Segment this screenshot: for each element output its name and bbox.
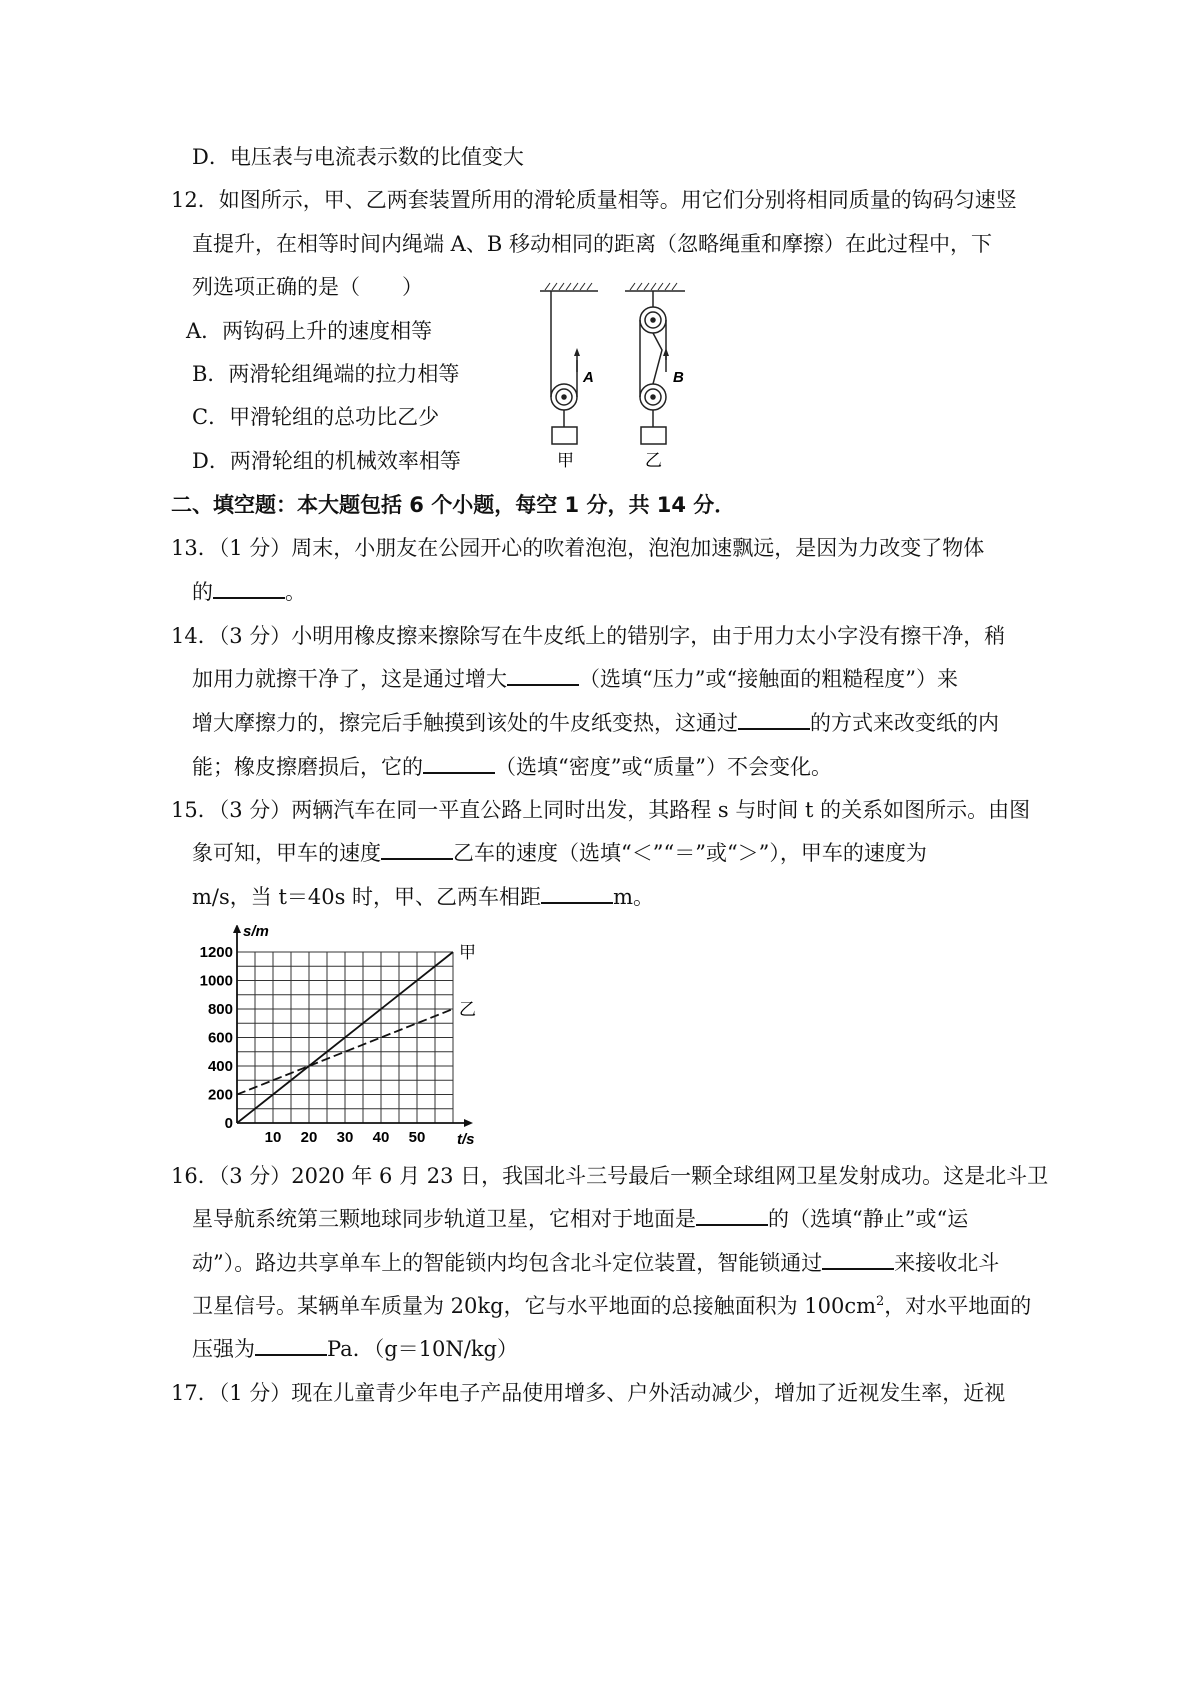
section-2-heading: 二、填空题：本大题包括 6 个小题，每空 1 分，共 14 分． xyxy=(171,493,736,517)
q12-option-b: B．两滑轮组绳端的拉力相等 xyxy=(192,362,460,386)
blank[interactable] xyxy=(822,1248,894,1270)
q17-line1: 17．（1 分）现在儿童青少年电子产品使用增多、户外活动减少，增加了近视发生率，近视 xyxy=(171,1381,1006,1405)
q13-line2: 的 。 xyxy=(192,577,306,607)
blank[interactable] xyxy=(255,1334,327,1356)
q14-line2: 加用力就擦干净了，这是通过增大 （选填“压力”或“接触面的粗糙程度”）来 xyxy=(192,664,958,694)
q16-line2: 星导航系统第三颗地球同步轨道卫星，它相对于地面是 的（选填“静止”或“运 xyxy=(192,1204,968,1234)
x-axis-label: t/s xyxy=(457,1131,475,1148)
y-tick-label: 0 xyxy=(224,1115,233,1132)
q16-line5: 压强为 Pa．（g＝10N/kg） xyxy=(192,1334,518,1364)
pulley-figure xyxy=(530,278,700,473)
y-tick-label: 200 xyxy=(207,1086,233,1104)
y-tick-label: 400 xyxy=(207,1058,233,1075)
q12-option-c: C．甲滑轮组的总功比乙少 xyxy=(192,405,440,429)
q14-line1: 14．（3 分）小明用橡皮擦来擦除写在牛皮纸上的错别字，由于用力太小字没有擦干净，稍 xyxy=(171,624,1006,648)
blank[interactable] xyxy=(213,577,285,599)
pulley-label-a: A xyxy=(583,369,594,386)
x-tick-label: 10 xyxy=(264,1129,282,1146)
q16-line4: 卫星信号。某辆单车质量为 20kg，它与水平地面的总接触面积为 $100cm^2$，对水平地面的 xyxy=(192,1294,1032,1318)
q15-line1: 15．（3 分）两辆汽车在同一平直公路上同时出发，其路程 s 与时间 t 的关系如图所示。由图 xyxy=(171,798,1031,822)
q15-line3: m/s，当 t＝40s 时，甲、乙两车相距 m。 xyxy=(192,882,654,912)
q12-line1: 12．如图所示，甲、乙两套装置所用的滑轮质量相等。用它们分别将相同质量的钩码匀速竖 xyxy=(171,188,1017,212)
q14-line4: 能；橡皮擦磨损后，它的 （选填“密度”或“质量”）不会变化。 xyxy=(192,752,832,782)
pulley-caption-jia: 甲 xyxy=(557,451,574,470)
q12-line2: 直提升，在相等时间内绳端 A、B 移动相同的距离（忽略绳重和摩擦）在此过程中，下 xyxy=(192,232,992,256)
q16-line1: 16．（3 分）2020 年 6 月 23 日，我国北斗三号最后一颗全球组网卫星发射成功。这是北斗卫 xyxy=(171,1164,1049,1188)
series-label: 乙 xyxy=(459,1000,476,1019)
x-tick-label: 40 xyxy=(372,1129,390,1146)
q16-line3: 动”）。路边共享单车上的智能锁内均包含北斗定位装置，智能锁通过 来接收北斗 xyxy=(192,1248,999,1278)
y-tick-label: 1000 xyxy=(200,972,233,990)
x-axis-arrow xyxy=(464,1119,473,1127)
y-axis-label: s/m xyxy=(243,925,269,940)
s-t-chart xyxy=(200,925,480,1150)
pulley-label-b: B xyxy=(673,369,684,386)
x-tick-label: 30 xyxy=(336,1129,354,1146)
blank[interactable] xyxy=(738,708,810,730)
pulley-caption-yi: 乙 xyxy=(645,451,662,470)
blank[interactable] xyxy=(423,752,495,774)
y-tick-label: 600 xyxy=(207,1029,233,1047)
q13-line1: 13．（1 分）周末，小朋友在公园开心的吹着泡泡，泡泡加速飘远，是因为力改变了物体 xyxy=(171,536,985,560)
y-axis-arrow xyxy=(233,925,241,933)
x-tick-label: 20 xyxy=(300,1129,318,1146)
y-tick-label: 1200 xyxy=(200,944,233,961)
y-tick-label: 800 xyxy=(207,1001,233,1018)
q11-option-d: D．电压表与电流表示数的比值变大 xyxy=(192,145,524,169)
q12-line3: 列选项正确的是（ ） xyxy=(192,275,423,299)
q14-line3: 增大摩擦力的，擦完后手触摸到该处的牛皮纸变热，这通过 的方式来改变纸的内 xyxy=(192,708,999,738)
blank[interactable] xyxy=(507,664,579,686)
q12-option-d: D．两滑轮组的机械效率相等 xyxy=(192,449,461,473)
x-tick-label: 50 xyxy=(408,1129,426,1146)
blank[interactable] xyxy=(381,838,453,860)
blank[interactable] xyxy=(541,882,613,904)
blank[interactable] xyxy=(696,1204,768,1226)
series-label: 甲 xyxy=(459,943,476,962)
q15-line2: 象可知，甲车的速度 乙车的速度（选填“＜”“＝”或“＞”），甲车的速度为 xyxy=(192,838,927,868)
q12-option-a: A．两钩码上升的速度相等 xyxy=(186,319,433,343)
